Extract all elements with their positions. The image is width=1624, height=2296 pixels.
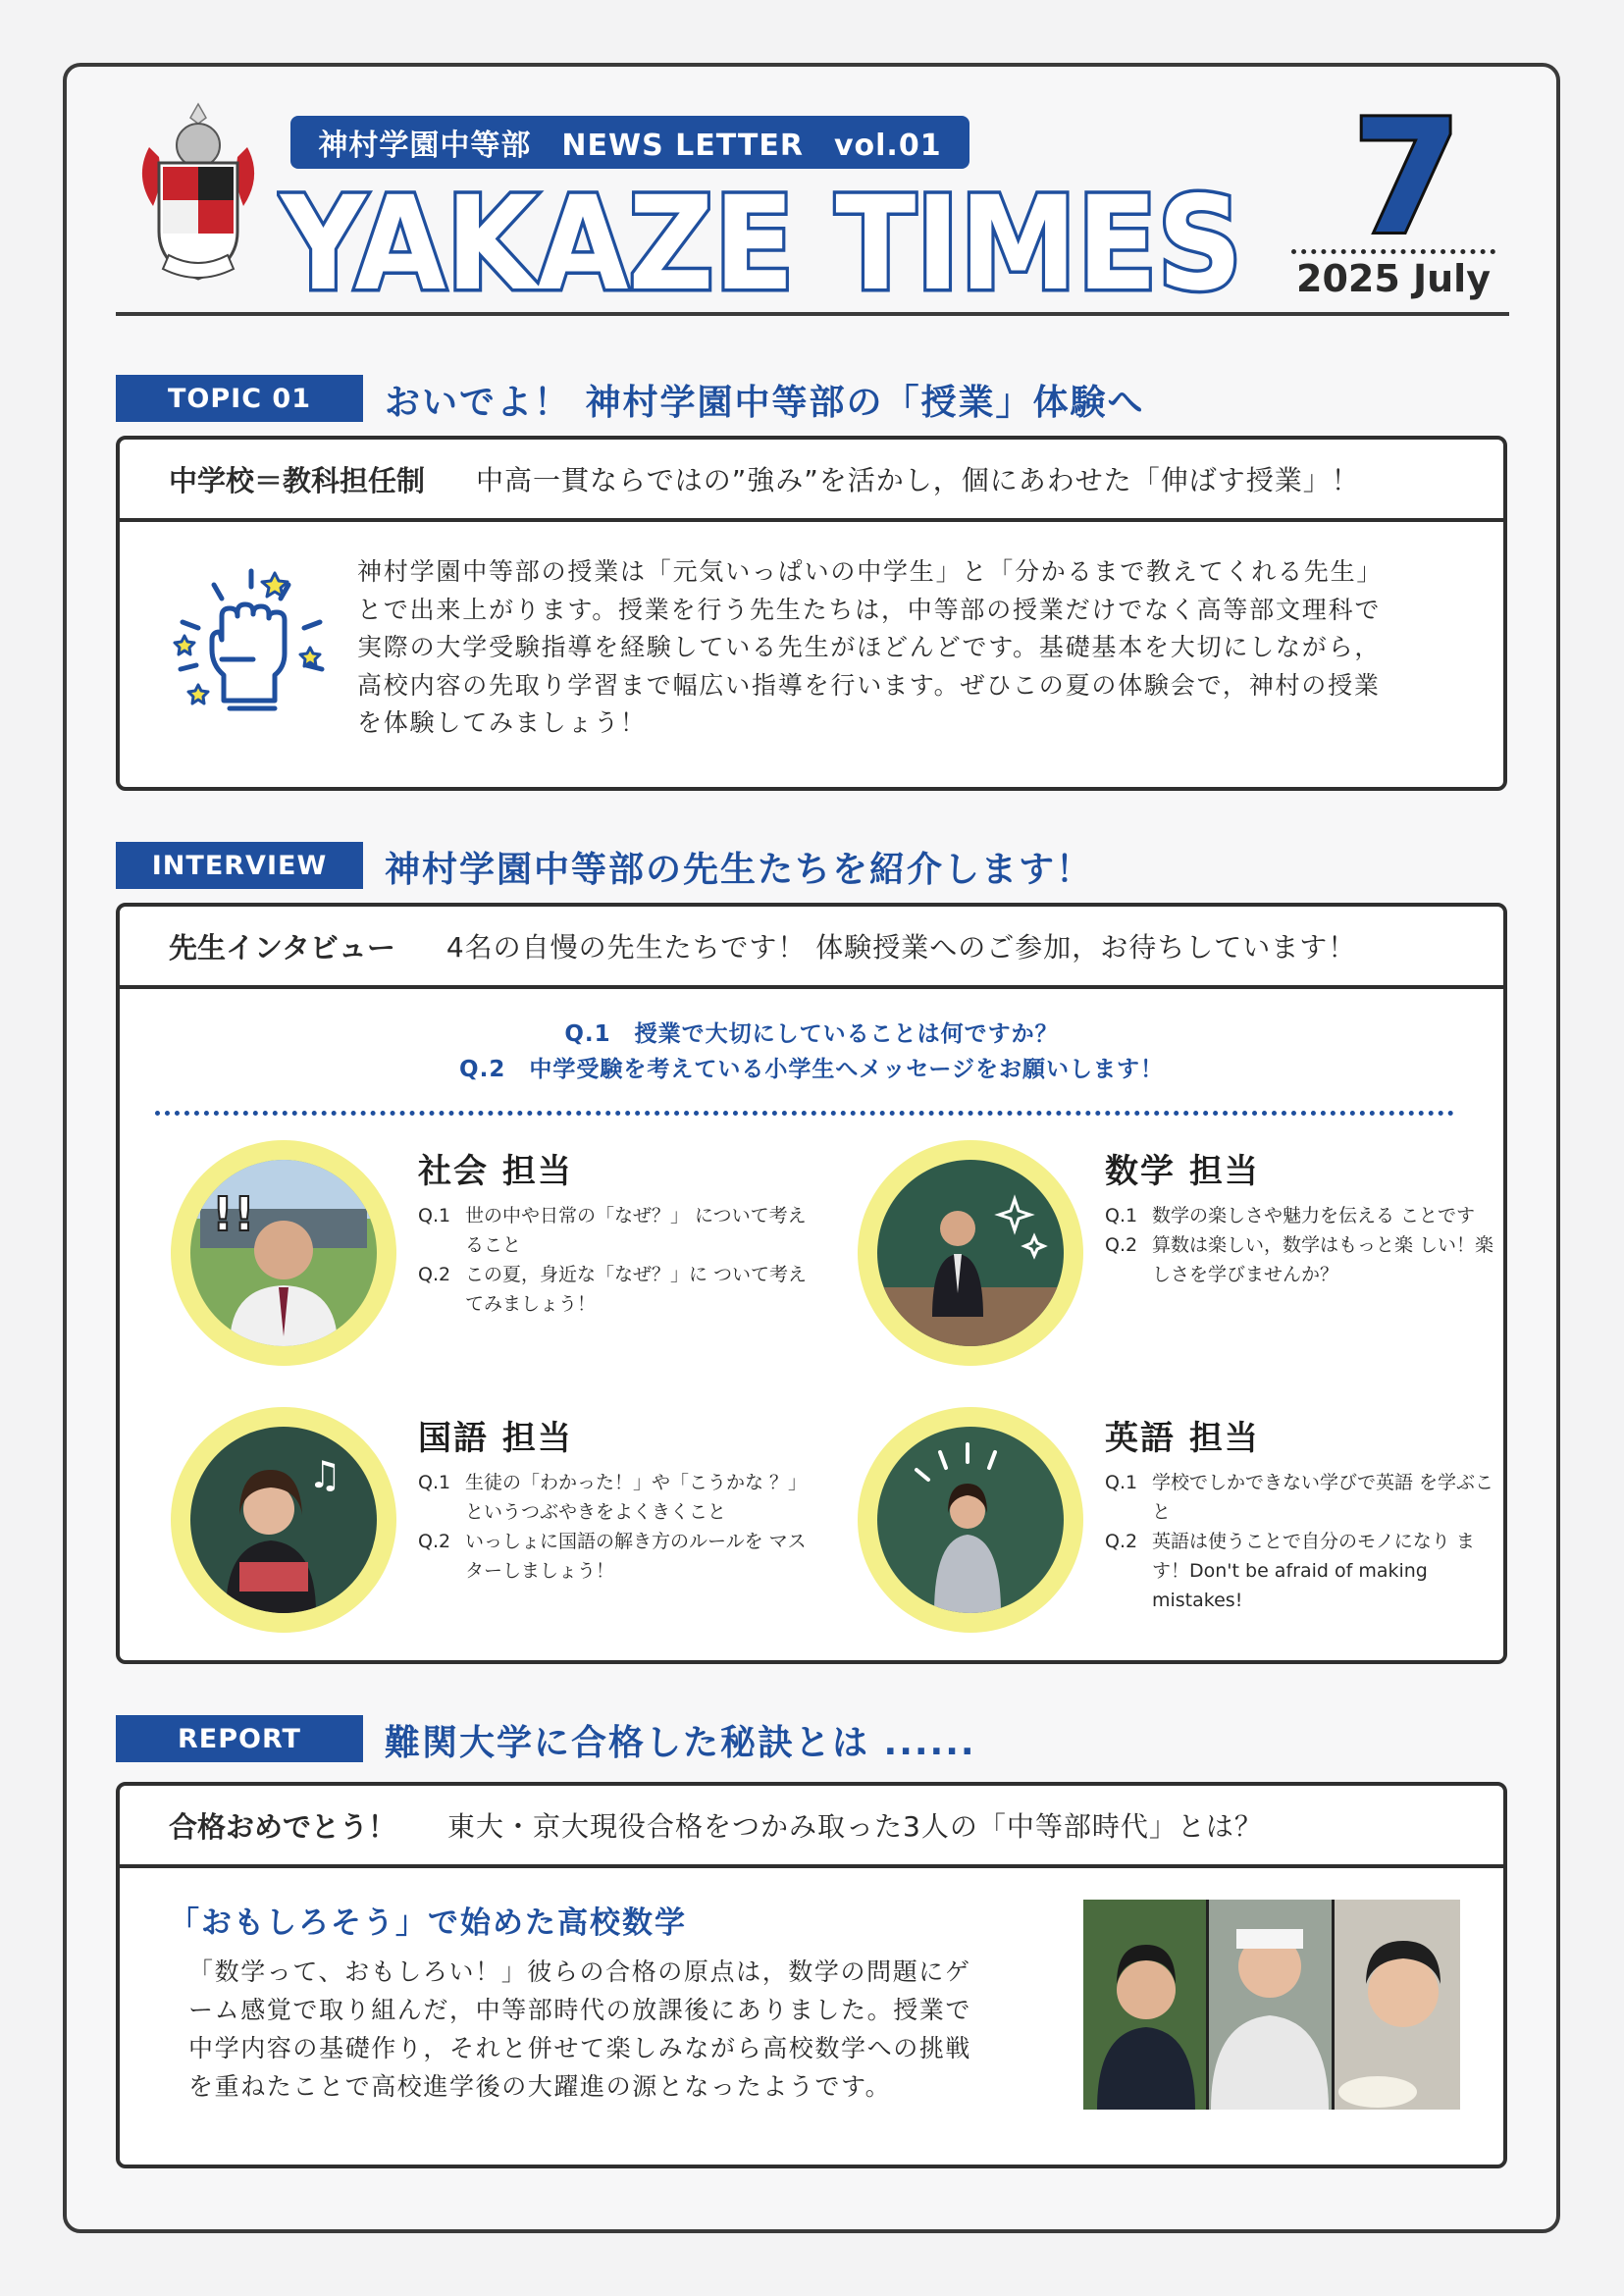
report-body-line: 「数学って、おもしろい！」彼らの合格の原点は，数学の問題にゲ [188, 1957, 971, 1986]
answer-2: 英語は使うことで自分のモノになり ます！Don't be afraid of making mistakes! [1152, 1531, 1475, 1611]
topic-box-subtitle: 中高一貫ならではの”強み”を活かし，個にあわせた「伸ばす授業」！ [476, 464, 1360, 496]
answer-2: いっしょに国語の解き方のルールを マスターしましょう！ [465, 1531, 807, 1582]
interview-box [116, 903, 1507, 1664]
topic-body [357, 553, 1456, 743]
topic-body-line: 実際の大学受験指導を経験している先生がほどんどです。基礎基本を大切にしながら， [357, 633, 1382, 661]
teacher-photo [190, 1427, 377, 1613]
teacher-japanese [171, 1407, 838, 1652]
question-1: Q.1 授業で大切にしていることは何ですか？ [564, 1021, 1059, 1047]
masthead-title [277, 173, 1258, 320]
photo-ring [858, 1407, 1083, 1633]
answer-1: 生徒の「わかった！」や「こうかな ？」というつぶやきをよくきくこと [465, 1472, 808, 1523]
answer-2: 算数は楽しい，数学はもっと楽 しい！楽しさを学びませんか？ [1152, 1234, 1494, 1285]
svg-text:!!: !! [212, 1187, 255, 1242]
report-body [188, 1953, 1052, 2106]
answer-label: Q.1 [418, 1472, 451, 1493]
report-box [116, 1782, 1507, 2168]
teacher-answers [418, 1201, 811, 1319]
teacher-english [858, 1407, 1525, 1652]
photo-ring [858, 1140, 1083, 1366]
answer-2: この夏，身近な「なぜ？」に ついて考えてみましょう！ [465, 1264, 808, 1315]
question-2: Q.2 中学受験を考えている小学生へメッセージをお願いします！ [459, 1057, 1164, 1082]
photo-ring [171, 1140, 396, 1366]
answer-1: 学校でしかできない学びで英語 を学ぶこと [1152, 1472, 1494, 1523]
answer-label: Q.1 [418, 1205, 451, 1226]
teacher-photo [190, 1160, 377, 1346]
teacher-answers [418, 1468, 811, 1586]
interview-box-subtitle: 4名の自慢の先生たちです！ 体験授業へのご参加，お待ちしています！ [445, 931, 1357, 964]
answer-label: Q.1 [1105, 1205, 1138, 1226]
teacher-subject-title: 数学 担当 [1105, 1152, 1260, 1191]
interview-questions [120, 1017, 1503, 1087]
svg-text:♫: ♫ [308, 1453, 342, 1496]
topic-body-line: を体験してみましょう！ [357, 708, 647, 737]
answer-label: Q.1 [1105, 1472, 1138, 1493]
answer-1: 数学の楽しさや魅力を伝える ことです [1152, 1205, 1476, 1226]
answer-label: Q.2 [418, 1264, 451, 1285]
topic-box [116, 436, 1507, 791]
photo-ring [171, 1407, 396, 1633]
report-body-line: ーム感覚で取り組んだ，中等部時代の放課後にありました。授業で [188, 1996, 972, 2024]
interview-heading: 神村学園中等部の先生たちを紹介します！ [385, 850, 1094, 890]
topic-box-lead: 中学校＝教科担任制 [169, 463, 426, 497]
topic-tag: TOPIC 01 [116, 375, 363, 422]
month-divider [1291, 249, 1495, 254]
teacher-social-studies [171, 1140, 838, 1385]
interview-box-header [120, 907, 1503, 989]
report-box-lead: 合格おめでとう！ [169, 1809, 397, 1844]
teacher-photo [877, 1427, 1064, 1613]
topic-heading: おいでよ！ 神村学園中等部の「授業」体験へ [385, 383, 1145, 423]
report-box-header [120, 1786, 1503, 1868]
teacher-subject-title: 国語 担当 [418, 1419, 573, 1458]
students-photo-collage [1083, 1900, 1460, 2110]
report-article-title: 「おもしろそう」で始めた高校数学 [169, 1905, 687, 1941]
raised-fist-stars-icon [165, 563, 338, 736]
svg-text:7: 7 [1352, 102, 1462, 249]
report-heading: 難関大学に合格した秘訣とは ...... [385, 1723, 976, 1763]
header-rule [116, 312, 1509, 316]
school-crest-logo [130, 98, 267, 294]
topic-body-line: 神村学園中等部の授業は「元気いっぱいの中学生」と「分かるまで教えてくれる先生」 [357, 557, 1384, 586]
answer-label: Q.2 [1105, 1531, 1138, 1552]
report-body-line: 中学内容の基礎作り，それと併せて楽しみながら高校数学への挑戦 [188, 2034, 972, 2062]
teacher-photo [877, 1160, 1064, 1346]
month-label: 2025 July [1296, 257, 1491, 300]
report-body-line: を重ねたことで高校進学後の大躍進の源となったようです。 [188, 2072, 892, 2101]
teacher-subject-title: 英語 担当 [1105, 1419, 1260, 1458]
topic-body-line: 高校内容の先取り学習まで幅広い指導を行います。ぜひこの夏の体験会で，神村の授業 [357, 670, 1381, 700]
answer-label: Q.2 [1105, 1234, 1138, 1256]
teacher-answers [1105, 1201, 1497, 1289]
interview-tag: INTERVIEW [116, 842, 363, 889]
teacher-subject-title: 社会 担当 [418, 1152, 573, 1191]
teacher-answers [1105, 1468, 1497, 1615]
issue-label: 神村学園中等部 NEWS LETTER vol.01 [290, 116, 969, 169]
teacher-math [858, 1140, 1525, 1385]
interview-box-lead: 先生インタビュー [169, 930, 395, 965]
report-box-subtitle: 東大・京大現役合格をつかみ取った3人の「中等部時代」とは？ [447, 1810, 1263, 1843]
questions-divider [155, 1111, 1454, 1116]
month-number [1346, 102, 1464, 249]
report-tag: REPORT [116, 1715, 363, 1762]
svg-text:YAKAZE TIMES: YAKAZE TIMES [279, 173, 1242, 320]
topic-box-header [120, 440, 1503, 522]
answer-label: Q.2 [418, 1531, 451, 1552]
answer-1: 世の中や日常の「なぜ？」 について考えること [465, 1205, 807, 1256]
topic-body-line: とで出来上がります。授業を行う先生たちは，中等部の授業だけでなく高等部文理科で [357, 595, 1382, 624]
